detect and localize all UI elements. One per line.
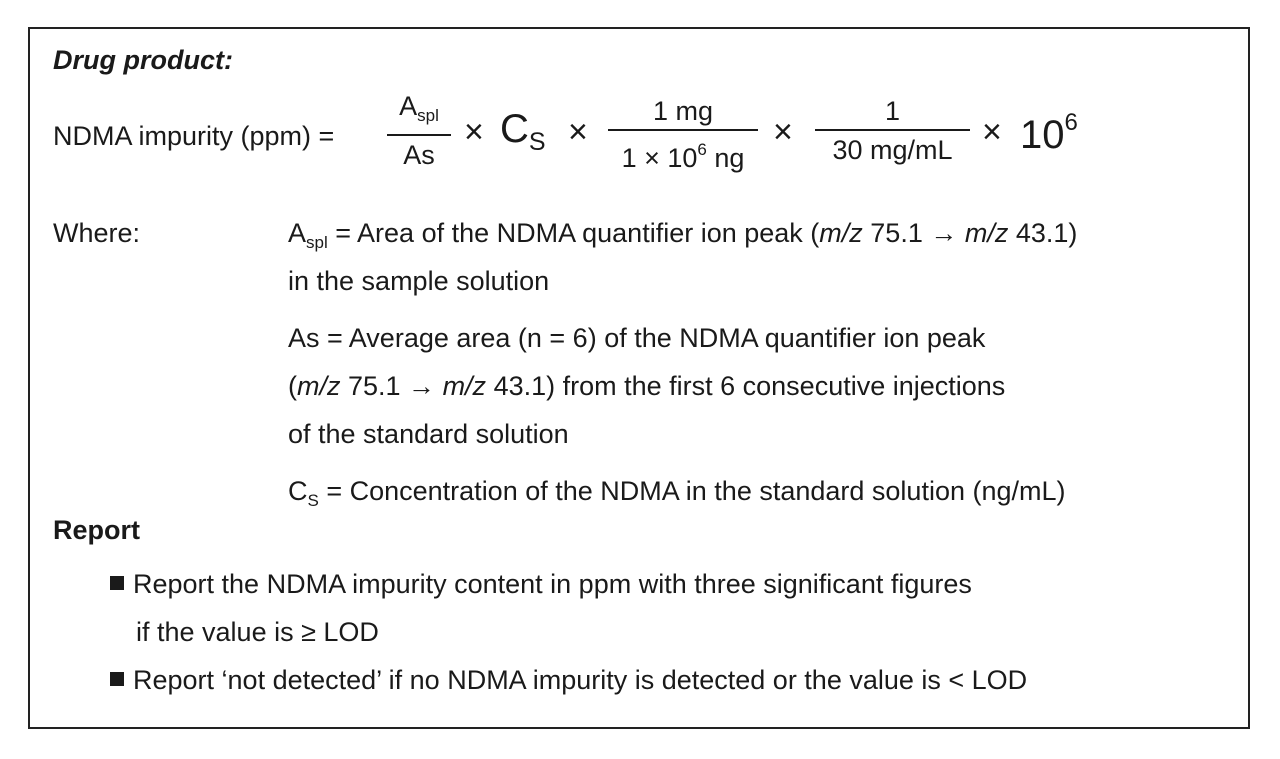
report-bullet-1-line2: if the value is ≥ LOD [136, 617, 379, 647]
fraction-denominator: $1 \times 10^6$ ng [621, 140, 745, 173]
fraction-mg-over-ng [608, 96, 758, 173]
formula-lhs: NDMA impurity (ppm) = [53, 121, 335, 151]
fraction-denominator: As [403, 140, 435, 170]
power-of-ten: $10^6$ [1020, 109, 1078, 157]
multiply-sign: × [773, 113, 793, 151]
multiply-sign: × [568, 113, 588, 151]
definition-aspl-line2: in the sample solution [288, 266, 550, 296]
report-bullet-2: Report ‘not detected’ if no NDMA impurity is detected or the value is < LOD [110, 656, 1027, 704]
fraction-aspl-over-as [387, 91, 451, 170]
square-bullet-icon [110, 672, 124, 686]
multiply-sign: × [982, 113, 1002, 151]
fraction-numerator: $A_{spl}$ [399, 91, 439, 125]
fraction-bar [815, 129, 970, 131]
cs-symbol: $C_S$ [500, 107, 546, 156]
definition-aspl-line1: $A_{spl}$ = Area of the NDMA quantifier ion peak (m/z 75.1 → m/z 43.1) [288, 218, 1078, 252]
where-label: Where: [53, 218, 141, 248]
fraction-one-over-concentration [815, 96, 970, 165]
document-panel [28, 27, 1250, 729]
report-heading: Report [53, 515, 140, 545]
fraction-numerator: 1 [884, 96, 901, 126]
report-bullet-1-line1: Report the NDMA impurity content in ppm with three significant figures [110, 560, 972, 608]
definition-as-line2: (m/z 75.1 → m/z 43.1) from the first 6 consecutive injections [288, 371, 1006, 401]
fraction-bar [387, 134, 451, 136]
definition-as-line1: As = Average area (n = 6) of the NDMA quantifier ion peak [288, 323, 986, 353]
definition-as-line3: of the standard solution [288, 419, 569, 449]
fraction-denominator: 30 mg/mL [832, 135, 953, 165]
square-bullet-icon [110, 576, 124, 590]
multiply-sign: × [464, 113, 484, 151]
definition-cs: $C_S$ = Concentration of the NDMA in the standard solution (ng/mL) [288, 476, 1066, 510]
section-title: Drug product: [53, 45, 233, 75]
fraction-bar [608, 129, 758, 131]
fraction-numerator: 1 mg [652, 96, 714, 126]
